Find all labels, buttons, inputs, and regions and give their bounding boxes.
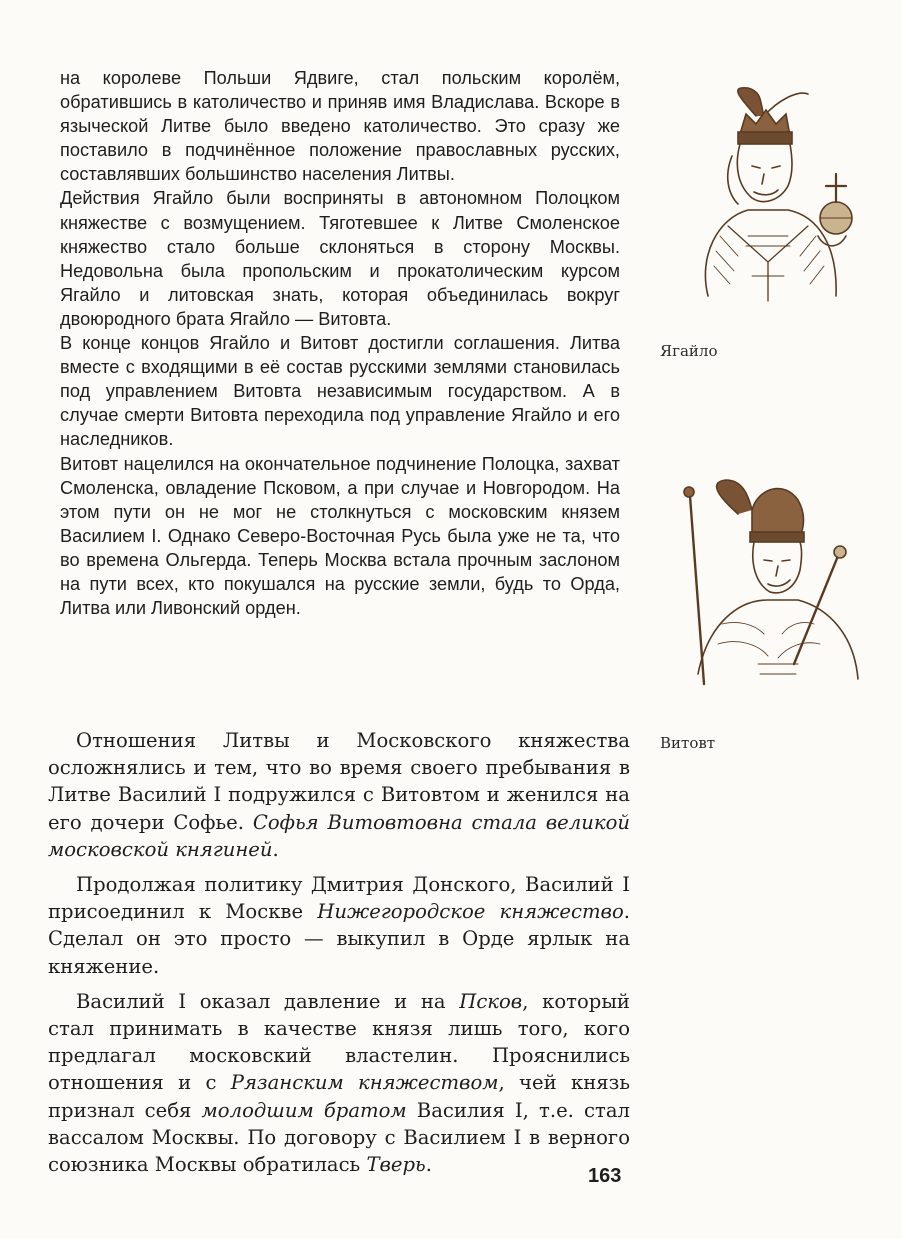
- vytautas-caption: Витовт: [660, 734, 716, 752]
- jagiello-engraving: [668, 86, 873, 311]
- page-number: 163: [588, 1165, 622, 1187]
- paragraph-coronation: на королеве Польши Ядвиге, стал польским королём, обратившись в католичество и приняв имя Владислава. Вскоре в языческой Литве было введено католичество. Это сразу же поставило в подчинённое положение православных русских, составлявших большинство населения Литвы.: [60, 68, 620, 185]
- emphasis-ryazan: Рязанским княжеством: [230, 1071, 499, 1095]
- paragraph-relations: Отношения Литвы и Московского княжества осложнялись и тем, что во время своего пребывания в Литве Василий I подружился с Витовтом и женился на его дочери Софье. Софья Витовтовна стала великой московской княгиней.: [48, 729, 630, 861]
- emphasis-pskov: Псков: [459, 989, 523, 1013]
- jagiello-caption: Ягайло: [660, 342, 718, 360]
- jagiello-portrait: [668, 86, 873, 311]
- paragraph-polotsk-reaction: Действия Ягайло были восприняты в автономном Полоцком княжестве с возмущением. Тяготевшее к Литве Смоленское княжество стало больше склоняться в сторону Москвы. Недовольна была пропольским и прокатолическим курсом Ягайло и литовская знать, которая объединилась вокруг двоюродного брата Ягайло — Витовта.: [60, 188, 620, 329]
- lower-text-block: [48, 727, 630, 1186]
- emphasis-younger-brother: молодшим братом: [201, 1098, 407, 1122]
- vytautas-portrait: [668, 474, 873, 699]
- paragraph-nizhny: Продолжая политику Дмитрия Донского, Василий I присоединил к Москве Нижегородское княжество. Сделал он это просто — выкупил в Орде ярлык на княжение.: [48, 873, 630, 978]
- emphasis-nizhny: Нижегородское княжество: [317, 900, 624, 924]
- emphasis-sofia: Софья Витовтовна стала великой московской княгиней: [48, 810, 630, 861]
- paragraph-pskov-ryazan-tver: Василий I оказал давление и на Псков, который стал принимать в качестве князя лишь того, кого предлагал московский властелин. Прояснились отношения и с Рязанским княжеством, чей князь признал себя молодшим братом Василия I, т.е. стал вассалом Москвы. По договору с Василием I в верного союзника Москвы обратилась Тверь.: [48, 989, 630, 1177]
- paragraph-agreement: В конце концов Ягайло и Витовт достигли соглашения. Литва вместе с входящими в её состав русскими землями становилась под управлением Витовта независимым государством. А в случае смерти Витовта переходила под управление Ягайло и его наследников.: [60, 333, 620, 450]
- vytautas-engraving: [668, 474, 873, 699]
- emphasis-tver: Тверь: [366, 1153, 426, 1177]
- upper-text-block: [60, 66, 620, 620]
- paragraph-vytautas-aims: Витовт нацелился на окончательное подчинение Полоцка, захват Смоленска, овладение Псковом, а при случае и Новгородом. На этом пути он не мог не столкнуться с московским князем Василием I. Однако Северо-Восточная Русь была уже не та, что во времена Ольгерда. Теперь Москва встала прочным заслоном на пути всех, кто покушался на русские земли, будь то Орда, Литва или Ливонский орден.: [60, 453, 620, 619]
